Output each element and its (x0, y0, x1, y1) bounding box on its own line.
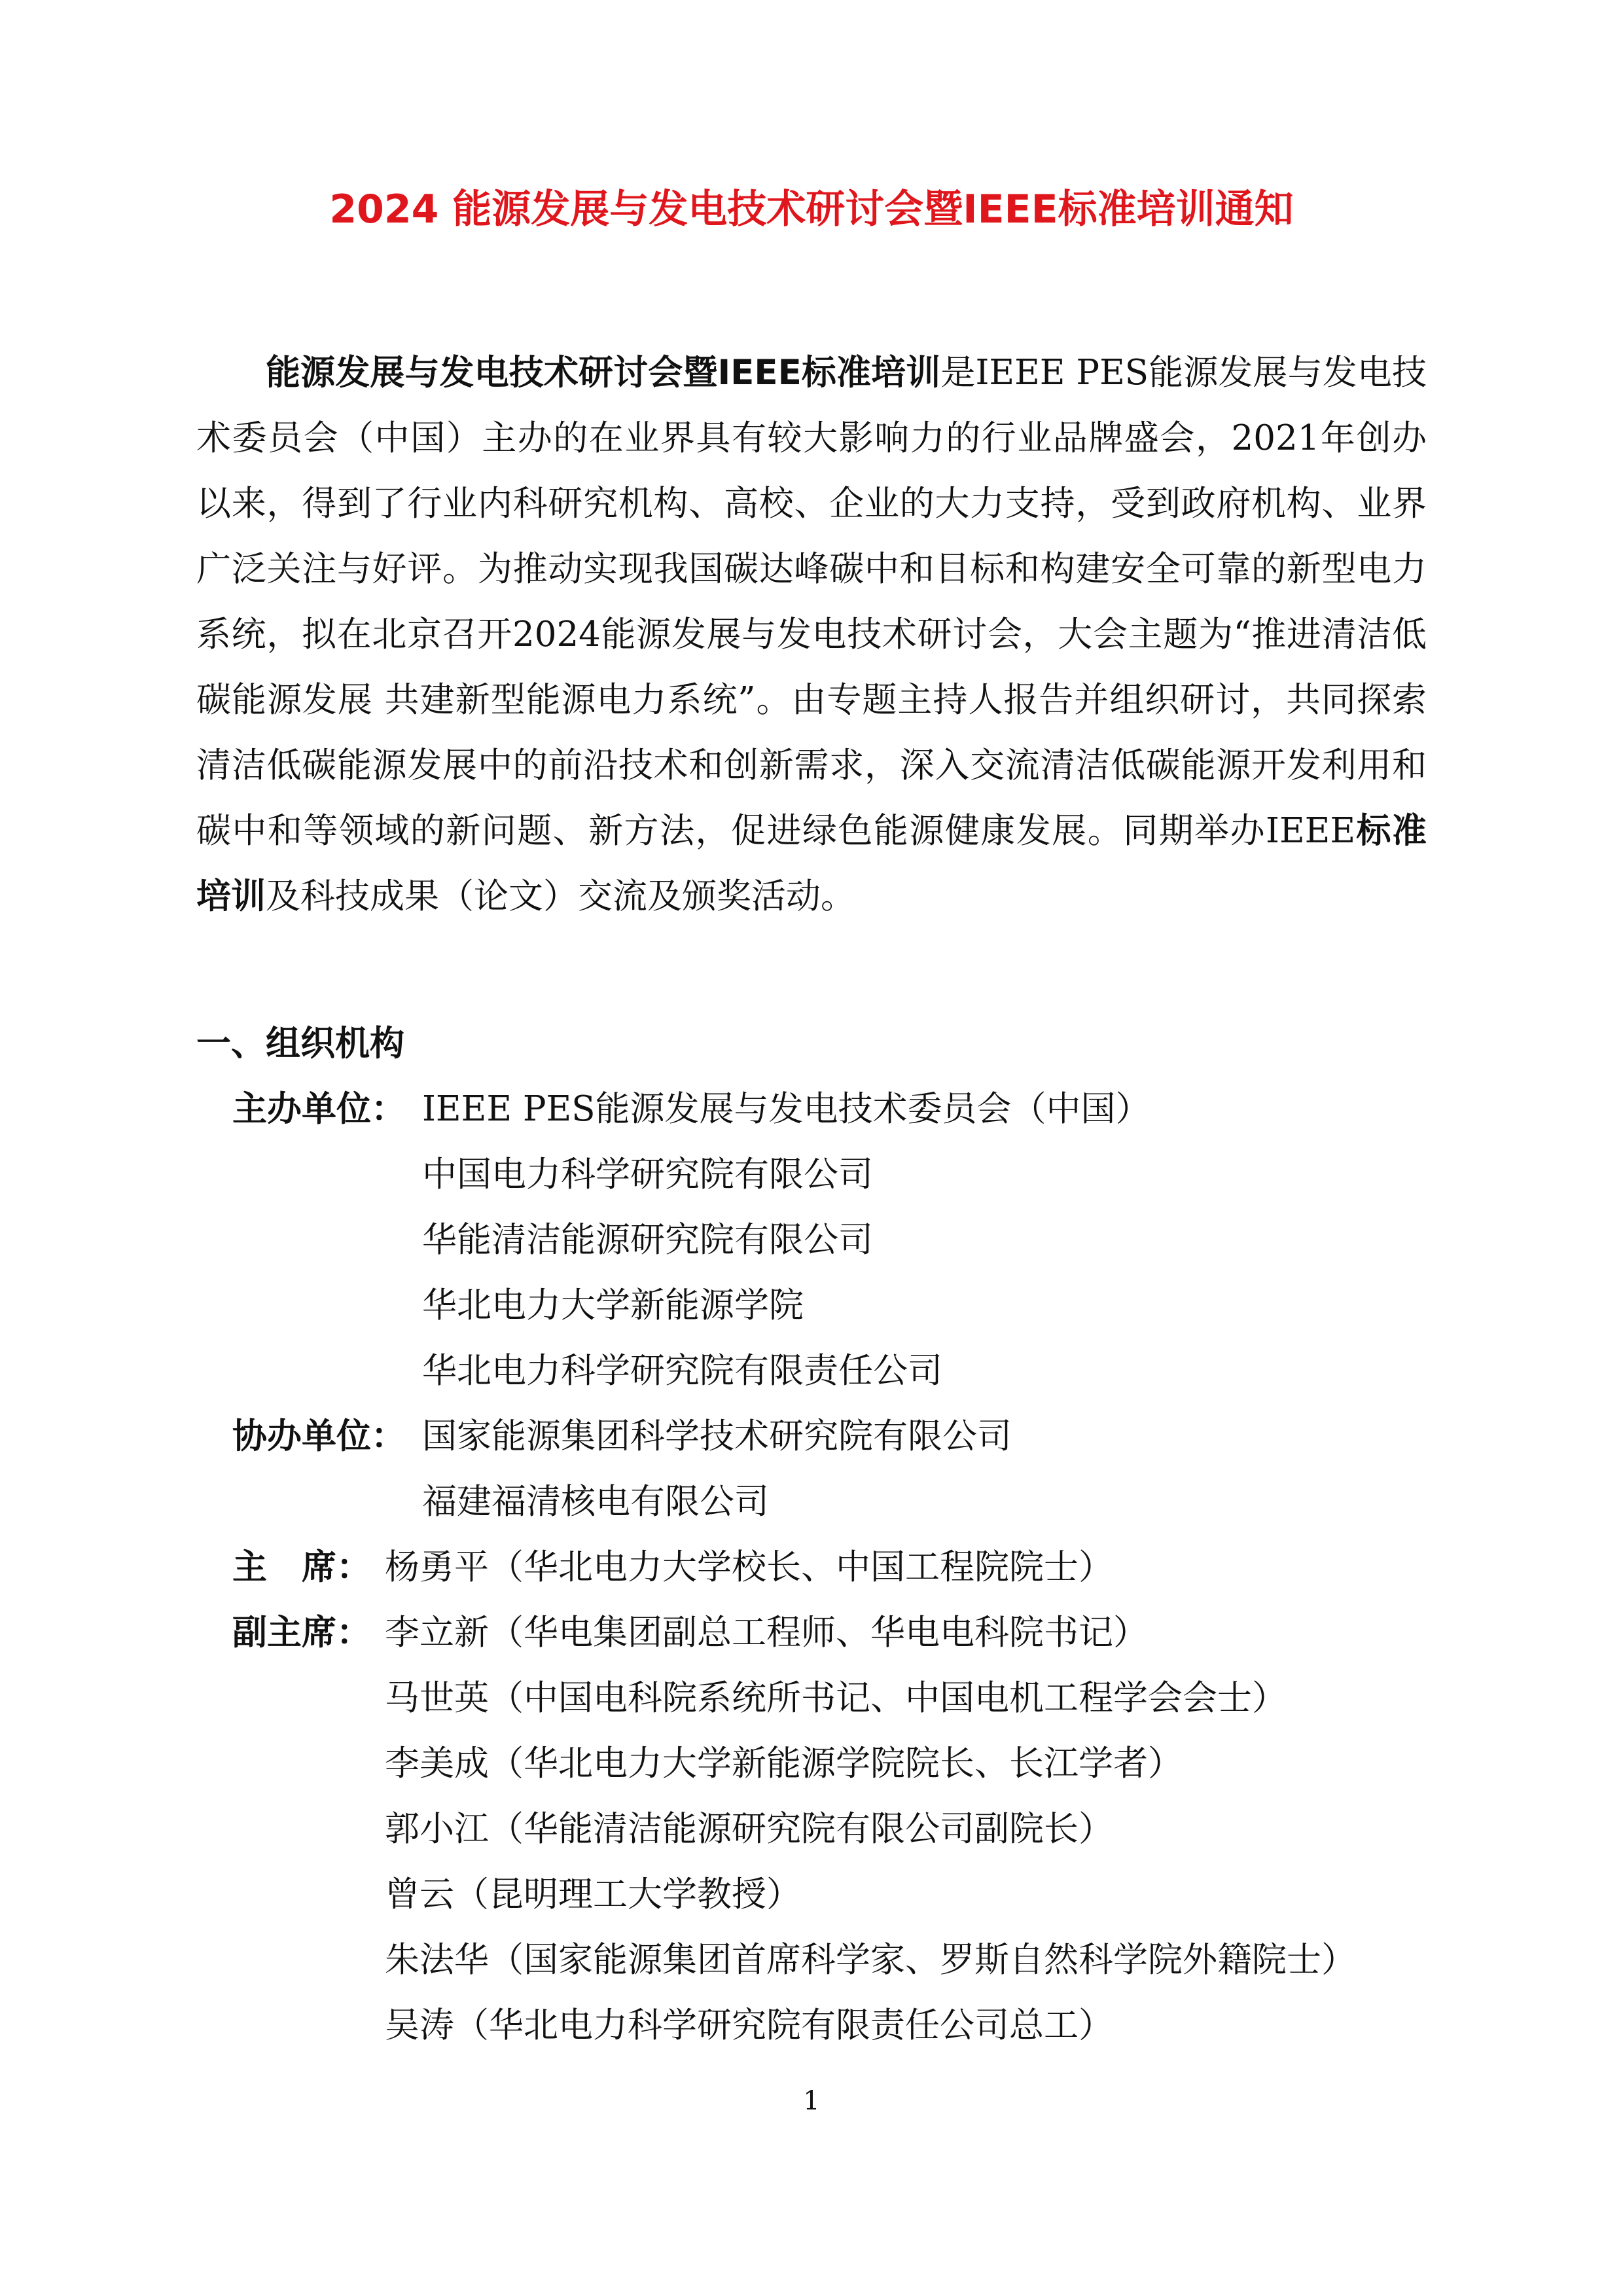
intro-bold-mid: 标准培训 (196, 811, 1427, 916)
host-item: IEEE PES能源发展与发电技术委员会（中国） (422, 1089, 1150, 1129)
organization-list (0, 1077, 1623, 2058)
host-item: 华北电力科学研究院有限责任公司 (422, 1351, 942, 1391)
vice-chair-item: 李立新（华电集团副总工程师、华电电科院书记） (385, 1613, 1148, 1653)
vice-chair-row (0, 1797, 1623, 1862)
coorganizer-label: 协办单位： (232, 1416, 406, 1456)
vice-chair-item: 朱法华（国家能源集团首席科学家、罗斯自然科学院外籍院士） (385, 1940, 1356, 1980)
section-heading-organization: 一、组织机构 (196, 1024, 404, 1064)
intro-bold-lead: 能源发展与发电技术研讨会暨IEEE标准培训 (266, 353, 941, 393)
coorganizer-item: 福建福清核电有限公司 (422, 1482, 769, 1522)
vice-chair-item: 马世英（中国电科院系统所书记、中国电机工程学会会士） (385, 1678, 1287, 1718)
vice-chair-item: 曾云（昆明理工大学教授） (385, 1874, 801, 1914)
vice-chair-label: 副主席： (232, 1613, 371, 1653)
vice-chair-item: 李美成（华北电力大学新能源学院院长、长江学者） (385, 1744, 1183, 1784)
host-row (0, 1208, 1623, 1273)
coorganizer-row (0, 1404, 1623, 1469)
host-row (0, 1273, 1623, 1338)
vice-chair-row (0, 1666, 1623, 1731)
document-title: 2024 能源发展与发电技术研讨会暨IEEE标准培训通知 (329, 187, 1294, 232)
intro-text-1: 是IEEE PES能源发展与发电技术委员会（中国）主办的在业界具有较大影响力的行业品牌盛会，2021年创办以来，得到了行业内科研究机构、高校、企业的大力支持，受到政府机构、业界广泛关注与好评。为推动实现我国碳达峰碳中和目标和构建安全可靠的新型电力系统，拟在北京召开2024能源发展与发电技术研讨会，大会主题为“推进清洁低碳能源发展 共建新型能源电力系统”。由专题主持人报告并组织研讨，共同探索清洁低碳能源发展中的前沿技术和创新需求，深入交流清洁低碳能源开发利用和碳中和等领域的新问题、新方法，促进绿色能源健康发展。同期举办IEEE (196, 353, 1427, 851)
chair-label: 主 席： (232, 1547, 371, 1587)
vice-chair-row (0, 1928, 1623, 1993)
page-number: 1 (803, 2086, 820, 2116)
host-item: 中国电力科学研究院有限公司 (422, 1155, 873, 1194)
host-label: 主办单位： (232, 1089, 406, 1129)
vice-chair-item: 吴涛（华北电力科学研究院有限责任公司总工） (385, 2005, 1113, 2045)
vice-chair-item: 郭小江（华能清洁能源研究院有限公司副院长） (385, 1809, 1113, 1849)
vice-chair-row (0, 1600, 1623, 1666)
host-row (0, 1142, 1623, 1208)
intro-paragraph (196, 340, 1427, 929)
chair-name: 杨勇平（华北电力大学校长、中国工程院院士） (385, 1547, 1113, 1587)
host-item: 华北电力大学新能源学院 (422, 1285, 804, 1325)
coorganizer-row (0, 1469, 1623, 1535)
host-row (0, 1338, 1623, 1404)
chair-row (0, 1535, 1623, 1600)
vice-chair-row (0, 1993, 1623, 2058)
host-row (0, 1077, 1623, 1142)
vice-chair-row (0, 1862, 1623, 1928)
host-item: 华能清洁能源研究院有限公司 (422, 1220, 873, 1260)
coorganizer-item: 国家能源集团科学技术研究院有限公司 (422, 1416, 1012, 1456)
vice-chair-row (0, 1731, 1623, 1797)
intro-text-2: 及科技成果（论文）交流及颁奖活动。 (266, 876, 855, 916)
